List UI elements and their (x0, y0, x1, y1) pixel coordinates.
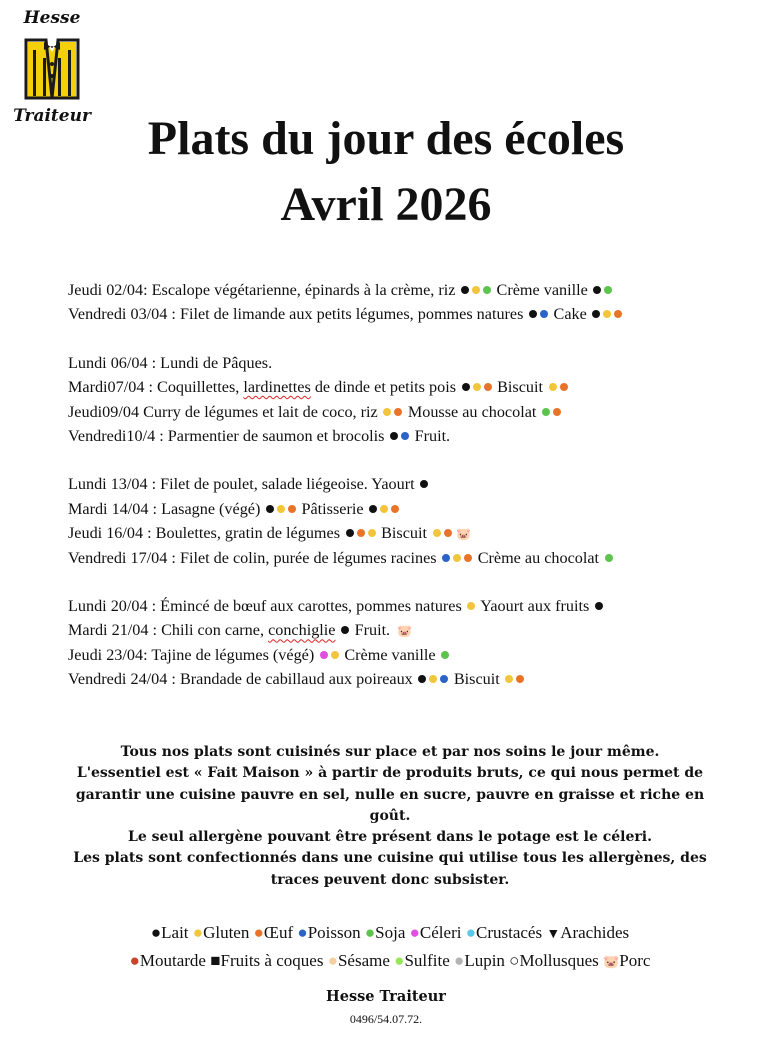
menu-text: Biscuit (449, 670, 504, 689)
legend-label: Fruits à coques (220, 951, 324, 970)
menu-text: Biscuit (377, 524, 432, 543)
legend-item (151, 923, 189, 942)
allergen-lait-dot (420, 480, 428, 488)
legend-label: Porc (619, 951, 651, 970)
menu-text: Mousse au chocolat (403, 402, 541, 421)
legend-label: Moutarde (139, 951, 206, 970)
allergen-lait-dot (461, 286, 469, 294)
allergen-lait-dot (346, 529, 354, 537)
allergen-oeuf-dot (394, 408, 402, 416)
allergen-lait-dot (341, 626, 349, 634)
footer-company-name: Hesse Traiteur (326, 988, 446, 1005)
allergen-legend (40, 920, 740, 975)
notice-line: Le seul allergène pouvant être présent dans le potage est le céleri. (128, 829, 652, 846)
allergen-soja-dot (605, 554, 613, 562)
legend-symbol: ○ (509, 951, 520, 970)
footer-phone: 0496/54.07.72. (349, 1012, 423, 1026)
menu-text: Biscuit (493, 378, 548, 397)
legend-symbol: ● (297, 923, 308, 942)
menu-text: Fruit. (350, 621, 395, 640)
legend-item (454, 951, 505, 970)
allergen-poisson-dot (540, 310, 548, 318)
menu-text: Jeudi09/04 Curry de légumes et lait de coco, riz (68, 402, 382, 421)
legend-item (603, 951, 650, 970)
notice-line: goût. (369, 807, 411, 824)
legend-label: Sulfite (404, 951, 450, 970)
legend-symbol: ● (394, 951, 405, 970)
legend-item (410, 923, 462, 942)
legend-symbol: ● (364, 923, 376, 942)
menu-day-line (68, 424, 758, 448)
allergen-soja-dot (483, 286, 491, 294)
allergen-gluten-dot (472, 286, 480, 294)
allergen-gluten-dot (473, 383, 481, 391)
legend-symbol: ● (409, 923, 420, 942)
waistcoat-icon (24, 36, 80, 102)
menu-text: Mardi 14/04 : Lasagne (végé) (68, 499, 265, 518)
allergen-soja-dot (604, 286, 612, 294)
legend-item (509, 951, 599, 970)
legend-symbol: ● (150, 923, 162, 942)
title-line-2: Avril 2026 (280, 178, 492, 231)
allergen-soja-dot (542, 408, 550, 416)
week-separator (68, 327, 758, 351)
title-line-1: Plats du jour des écoles (147, 112, 625, 165)
legend-label: Arachides (560, 923, 630, 942)
legend-symbol: ● (253, 923, 264, 942)
allergen-oeuf-dot (288, 505, 296, 513)
menu-day-line (68, 667, 758, 691)
menu-text: Jeudi 02/04: Escalope végétarienne, épinards à la crème, riz (68, 281, 460, 299)
legend-label: Céleri (419, 923, 462, 942)
allergen-gluten-dot (331, 651, 339, 659)
allergen-poisson-dot (440, 675, 448, 683)
allergen-lait-dot (462, 383, 470, 391)
menu-day-line (68, 643, 758, 667)
legend-label: Poisson (307, 923, 361, 942)
allergen-gluten-dot (429, 675, 437, 683)
legend-row (40, 948, 740, 975)
legend-row (40, 920, 740, 948)
allergen-lait-dot (593, 286, 601, 294)
menu-day-line (68, 375, 758, 399)
allergen-lait-dot (266, 505, 274, 513)
logo-bottom-text: Traiteur (13, 106, 91, 126)
pork-icon: 🐷 (603, 954, 620, 969)
pork-icon: 🐷 (456, 527, 471, 542)
allergen-poisson-dot (401, 432, 409, 440)
menu-text: Lundi 20/04 : Émincé de bœuf aux carottes, pommes natures (68, 596, 466, 615)
page-title (0, 106, 772, 238)
legend-symbol: ■ (210, 951, 221, 970)
allergen-gluten-dot (383, 408, 391, 416)
legend-label: Œuf (263, 923, 294, 942)
menu-text: Crème vanille (340, 645, 440, 664)
legend-item (328, 951, 390, 970)
legend-item (193, 923, 250, 942)
menu-text: Vendredi 03/04 : Filet de limande aux petits légumes, pommes natures (68, 305, 528, 324)
legend-item (130, 951, 206, 970)
allergen-gluten-dot (277, 505, 285, 513)
legend-label: Sésame (337, 951, 390, 970)
menu-day-line (68, 521, 758, 545)
menu-text: Pâtisserie (297, 499, 368, 518)
legend-label: Gluten (203, 923, 250, 942)
allergen-gluten-dot (603, 310, 611, 318)
house-made-notice (60, 742, 720, 891)
allergen-poisson-dot (442, 554, 450, 562)
allergen-oeuf-dot (484, 383, 492, 391)
legend-label: Crustacés (476, 923, 543, 942)
pork-icon: 🐷 (397, 624, 413, 639)
menu-text: Jeudi 16/04 : Boulettes, gratin de légumes (68, 524, 345, 543)
menu-text: Vendredi 24/04 : Brandade de cabillaud aux poireaux (68, 670, 417, 689)
allergen-lait-dot (418, 675, 426, 683)
legend-label: Mollusques (519, 951, 599, 970)
allergen-oeuf-dot (614, 310, 622, 318)
menu-day-line (68, 351, 758, 375)
legend-label: Soja (375, 923, 406, 942)
menu-day-line (68, 400, 758, 424)
menu-day-line (68, 594, 758, 618)
legend-label: Lupin (464, 951, 505, 970)
menu-day-line (68, 302, 758, 326)
menu-text: Fruit. (410, 426, 451, 445)
menu-text: Vendredi10/4 : Parmentier de saumon et brocolis (68, 426, 389, 445)
legend-symbol: ▼ (546, 927, 561, 942)
allergen-gluten-dot (467, 602, 475, 610)
logo-top-text: Hesse (23, 8, 81, 28)
menu-text (335, 621, 339, 639)
menu-text: Cake (549, 305, 591, 324)
menu-text: Yaourt aux fruits (476, 596, 594, 615)
legend-item (210, 951, 323, 970)
menu-text: Mardi 21/04 : Chili con carne, (68, 621, 269, 640)
menu-text: Crème vanille (492, 281, 592, 299)
allergen-lait-dot (369, 505, 377, 513)
legend-symbol: ● (129, 951, 140, 970)
allergen-oeuf-dot (560, 383, 568, 391)
legend-item (466, 923, 542, 942)
menu-day-line (68, 278, 758, 302)
spellcheck-word: lardinettes (243, 378, 311, 397)
allergen-celeri-dot (320, 651, 328, 659)
menu-text: de dinde et petits pois (310, 378, 461, 397)
notice-line: garantir une cuisine pauvre en sel, nulle en sucre, pauvre en graisse et riche en (75, 786, 705, 803)
legend-item (394, 951, 450, 970)
menu-text: Jeudi 23/04: Tajine de légumes (végé) (68, 645, 319, 664)
allergen-gluten-dot (368, 529, 376, 537)
menu-day-line (68, 618, 758, 642)
legend-item (254, 923, 294, 942)
menu-day-line (68, 497, 758, 521)
menu-text: Lundi 13/04 : Filet de poulet, salade liégeoise. Yaourt (68, 475, 419, 494)
allergen-gluten-dot (433, 529, 441, 537)
legend-symbol: ● (192, 923, 204, 942)
weekly-menu (68, 278, 758, 691)
legend-item (546, 923, 629, 942)
allergen-oeuf-dot (357, 529, 365, 537)
allergen-lait-dot (592, 310, 600, 318)
week-separator (68, 448, 758, 472)
menu-text: Crème au chocolat (473, 548, 604, 567)
allergen-lait-dot (390, 432, 398, 440)
legend-symbol: ● (327, 951, 338, 970)
week-separator (68, 570, 758, 594)
allergen-gluten-dot (505, 675, 513, 683)
spellcheck-word: conchiglie (268, 621, 336, 640)
legend-symbol: ● (454, 951, 465, 970)
allergen-soja-dot (441, 651, 449, 659)
allergen-gluten-dot (549, 383, 557, 391)
legend-label: Lait (161, 923, 189, 942)
legend-item (365, 923, 406, 942)
legend-item (297, 923, 360, 942)
legend-symbol: ● (465, 923, 476, 942)
menu-day-line (68, 472, 758, 496)
allergen-lait-dot (595, 602, 603, 610)
allergen-oeuf-dot (391, 505, 399, 513)
allergen-gluten-dot (380, 505, 388, 513)
menu-day-line (68, 546, 758, 570)
allergen-lait-dot (529, 310, 537, 318)
notice-line: traces peuvent donc subsister. (270, 871, 510, 888)
menu-text: Mardi07/04 : Coquillettes, (68, 378, 244, 397)
notice-line: Tous nos plats sont cuisinés sur place et par nos soins le jour même. (120, 744, 660, 760)
allergen-oeuf-dot (553, 408, 561, 416)
allergen-gluten-dot (453, 554, 461, 562)
notice-line: Les plats sont confectionnés dans une cuisine qui utilise tous les allergènes, des (73, 850, 707, 867)
menu-text: Vendredi 17/04 : Filet de colin, purée de légumes racines (68, 548, 441, 567)
allergen-oeuf-dot (444, 529, 452, 537)
menu-text: Lundi 06/04 : Lundi de Pâques. (68, 353, 273, 372)
allergen-oeuf-dot (516, 675, 524, 683)
notice-line: L'essentiel est « Fait Maison » à partir de produits bruts, ce qui nous permet de (76, 765, 704, 782)
allergen-oeuf-dot (464, 554, 472, 562)
